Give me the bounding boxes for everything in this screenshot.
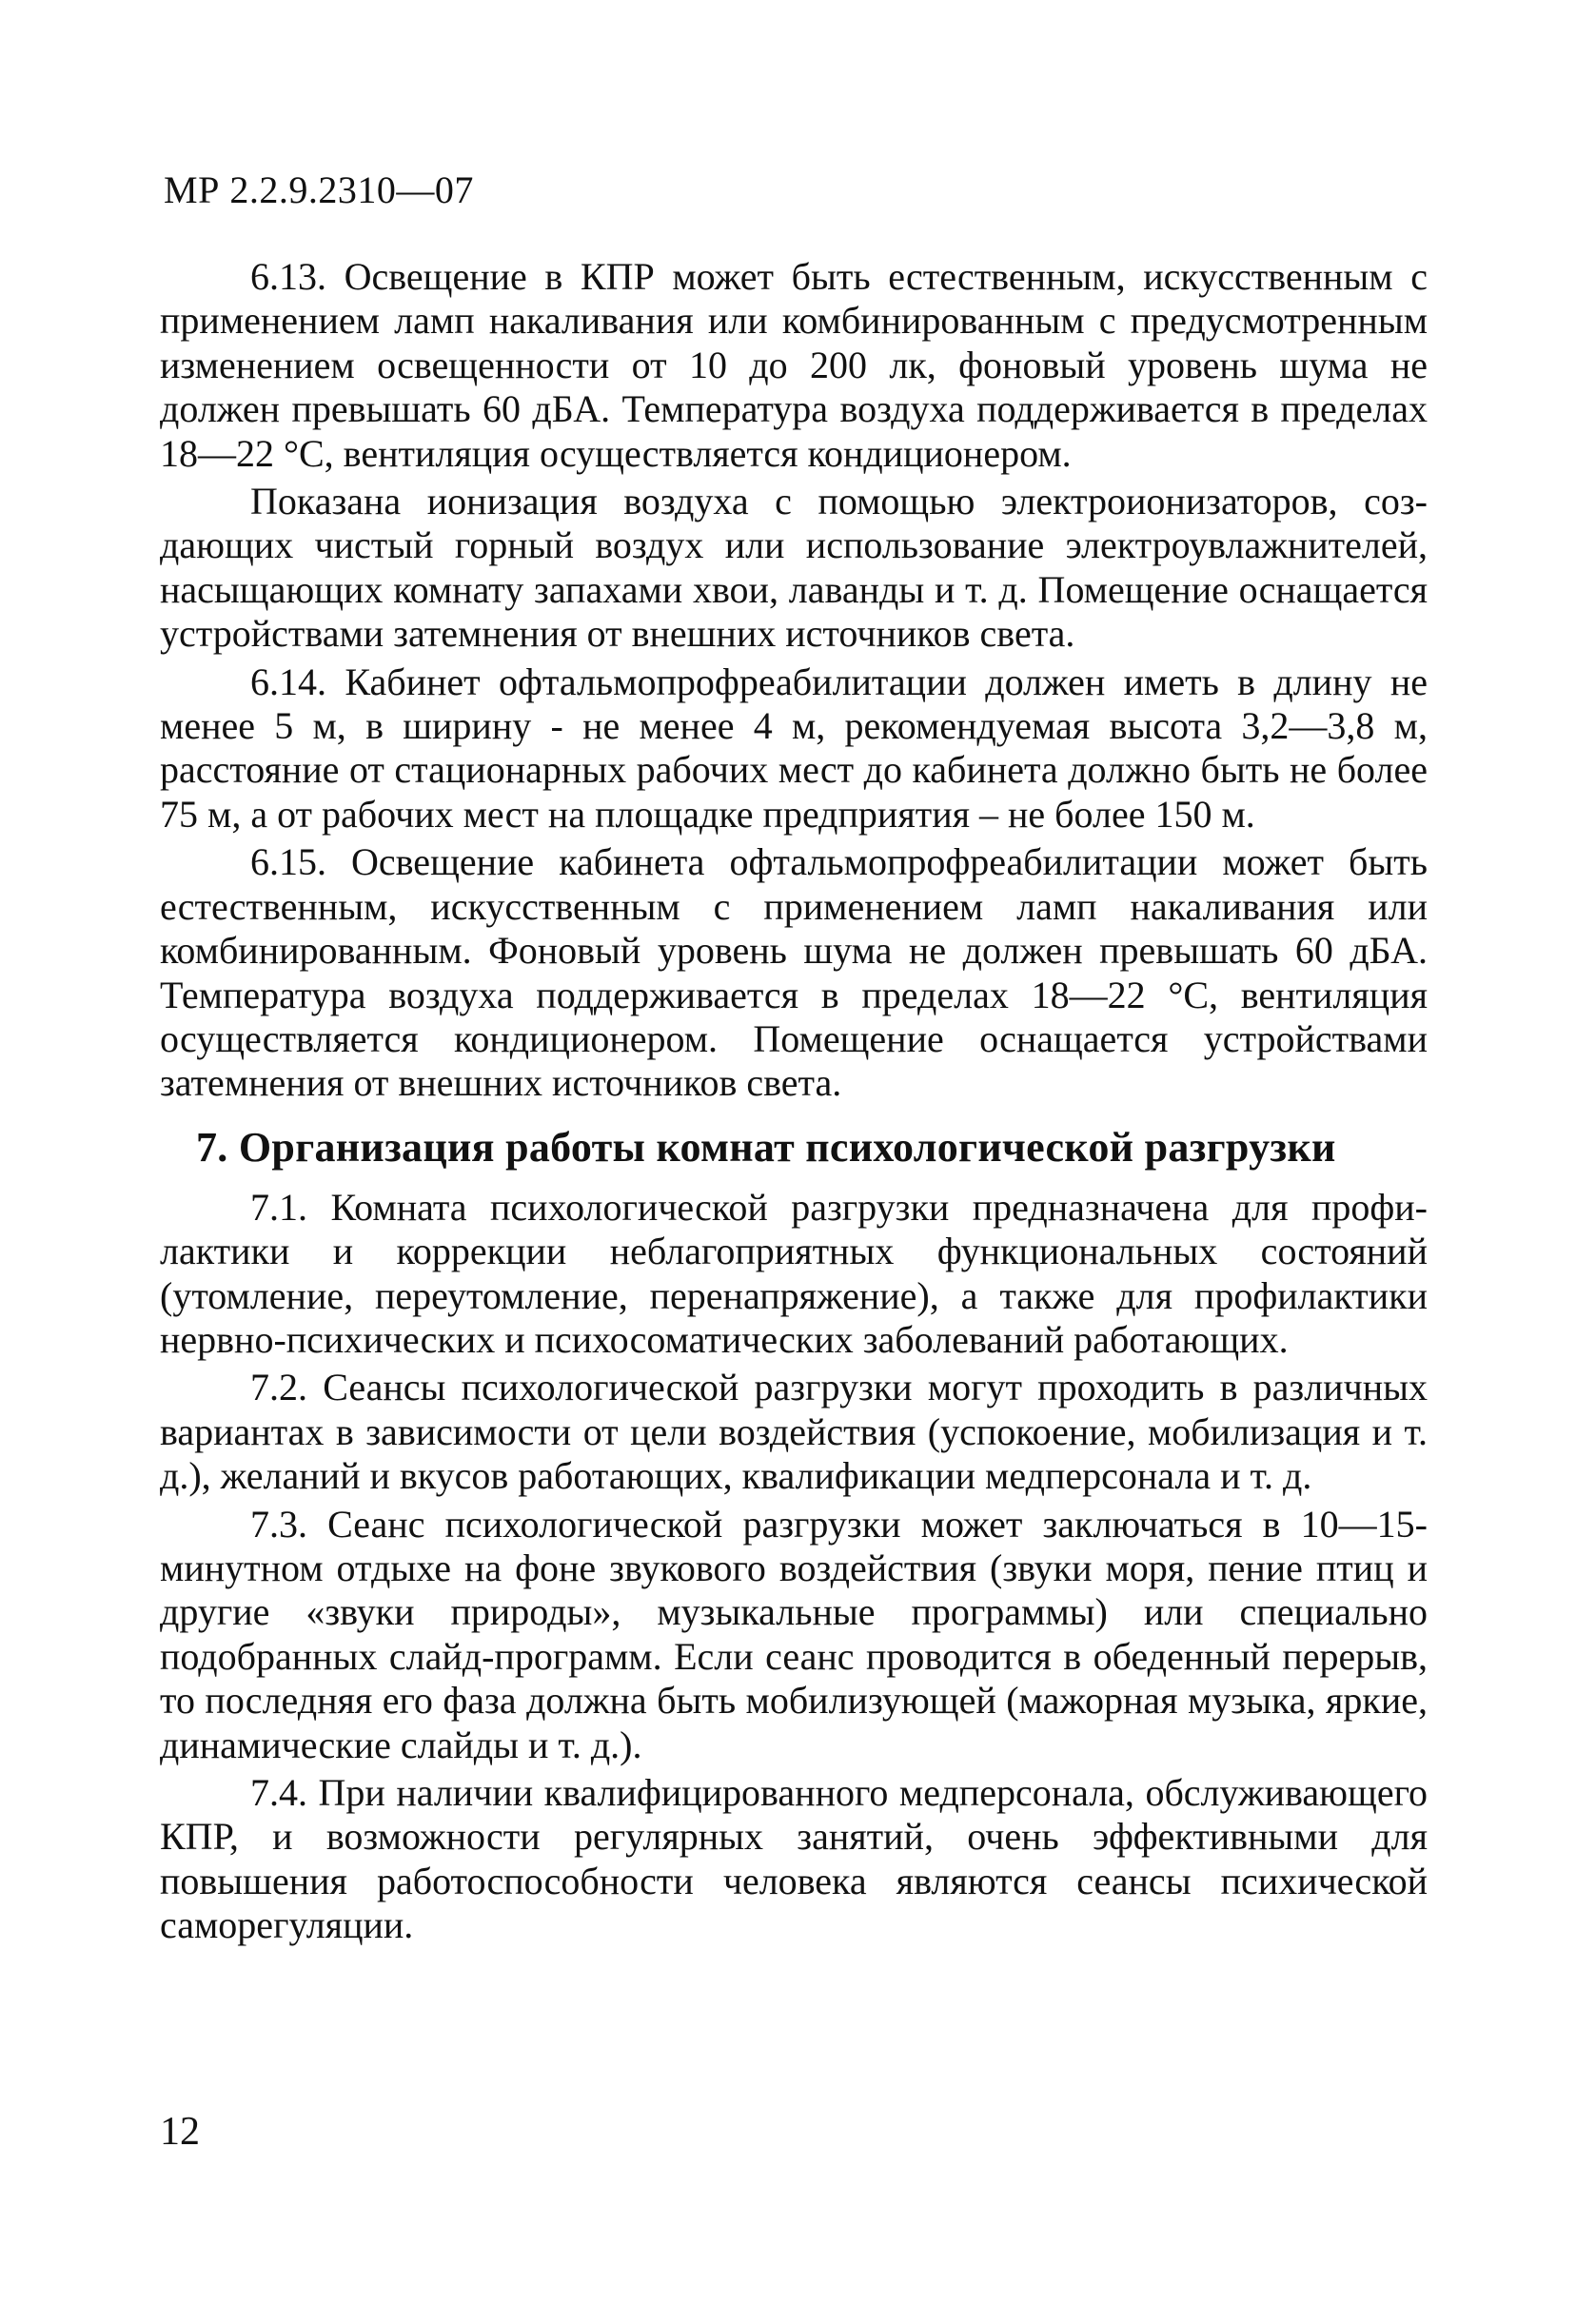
document-code: МР 2.2.9.2310—07: [164, 168, 474, 211]
paragraph-7-4: 7.4. При наличии квалифицированного медперсонала, обслуживающего КПР, и возможности регулярных занятий, очень эффективными для повышения работоспособности человека являются сеансы психической саморегуляции.: [160, 1771, 1428, 1947]
page-number: 12: [160, 2110, 200, 2154]
paragraph-6-15: 6.15. Освещение кабинета офтальмопрофреабилитации может быть естественным, искусственным с применением ламп накаливания или комбинированным. Фоновый уровень шума не должен превышать 60 дБА. Температура воздуха поддерживается в пределах 18—22 °С, вентиляция осуществляется кондиционером. Помещение оснащается устройствами затемнения от внешних источников света.: [160, 840, 1428, 1105]
paragraph-7-3: 7.3. Сеанс психологической разгрузки может заключаться в 10—15-минутном отдыхе на фоне звукового воздействия (звуки моря, пение птиц и другие «звуки природы», музыкальные программы) или специально подобранных слайд-программ. Если сеанс проводится в обеденный перерыв, то последняя его фаза должна быть мобилизующей (мажорная музыка, яркие, динамические слайды и т. д.).: [160, 1502, 1428, 1766]
paragraph-6-13: 6.13. Освещение в КПР может быть естественным, искусственным с применением ламп накаливания или комбинированным с предусмотренным изменением освещенности от 10 до 200 лк, фоновый уровень шума не должен превышать 60 дБА. Температура воздуха поддерживается в пределах 18—22 °С, вентиляция осуществляется кондиционером.: [160, 255, 1428, 475]
paragraph-7-1: 7.1. Комната психологической разгрузки предназначена для профилактики и коррекции неблагоприятных функциональных состояний (утомление, переутомление, перенапряжение), а также для профилактики нервно-психических и психосоматических заболеваний работающих.: [160, 1185, 1428, 1361]
paragraph-ionization: Показана ионизация воздуха с помощью электроионизаторов, создающих чистый горный воздух или использование электроувлажнителей, насыщающих комнату запахами хвои, лаванды и т. д. Помещение оснащается устройствами затемнения от внешних источников света.: [160, 480, 1428, 656]
page-content: [160, 255, 1428, 1952]
section-7-heading: 7. Организация работы комнат психологической разгрузки: [196, 1123, 1336, 1171]
paragraph-7-2: 7.2. Сеансы психологической разгрузки могут проходить в различных вариантах в зависимости от цели воздействия (успокоение, мобилизация и т. д.), желаний и вкусов работающих, квалификации медперсонала и т. д.: [160, 1366, 1428, 1498]
paragraph-6-14: 6.14. Кабинет офтальмопрофреабилитации должен иметь в длину не менее 5 м, в ширину - не менее 4 м, рекомендуемая высота 3,2—3,8 м, расстояние от стационарных рабочих мест до кабинета должно быть не более 75 м, а от рабочих мест на площадке предприятия – не более 150 м.: [160, 660, 1428, 836]
